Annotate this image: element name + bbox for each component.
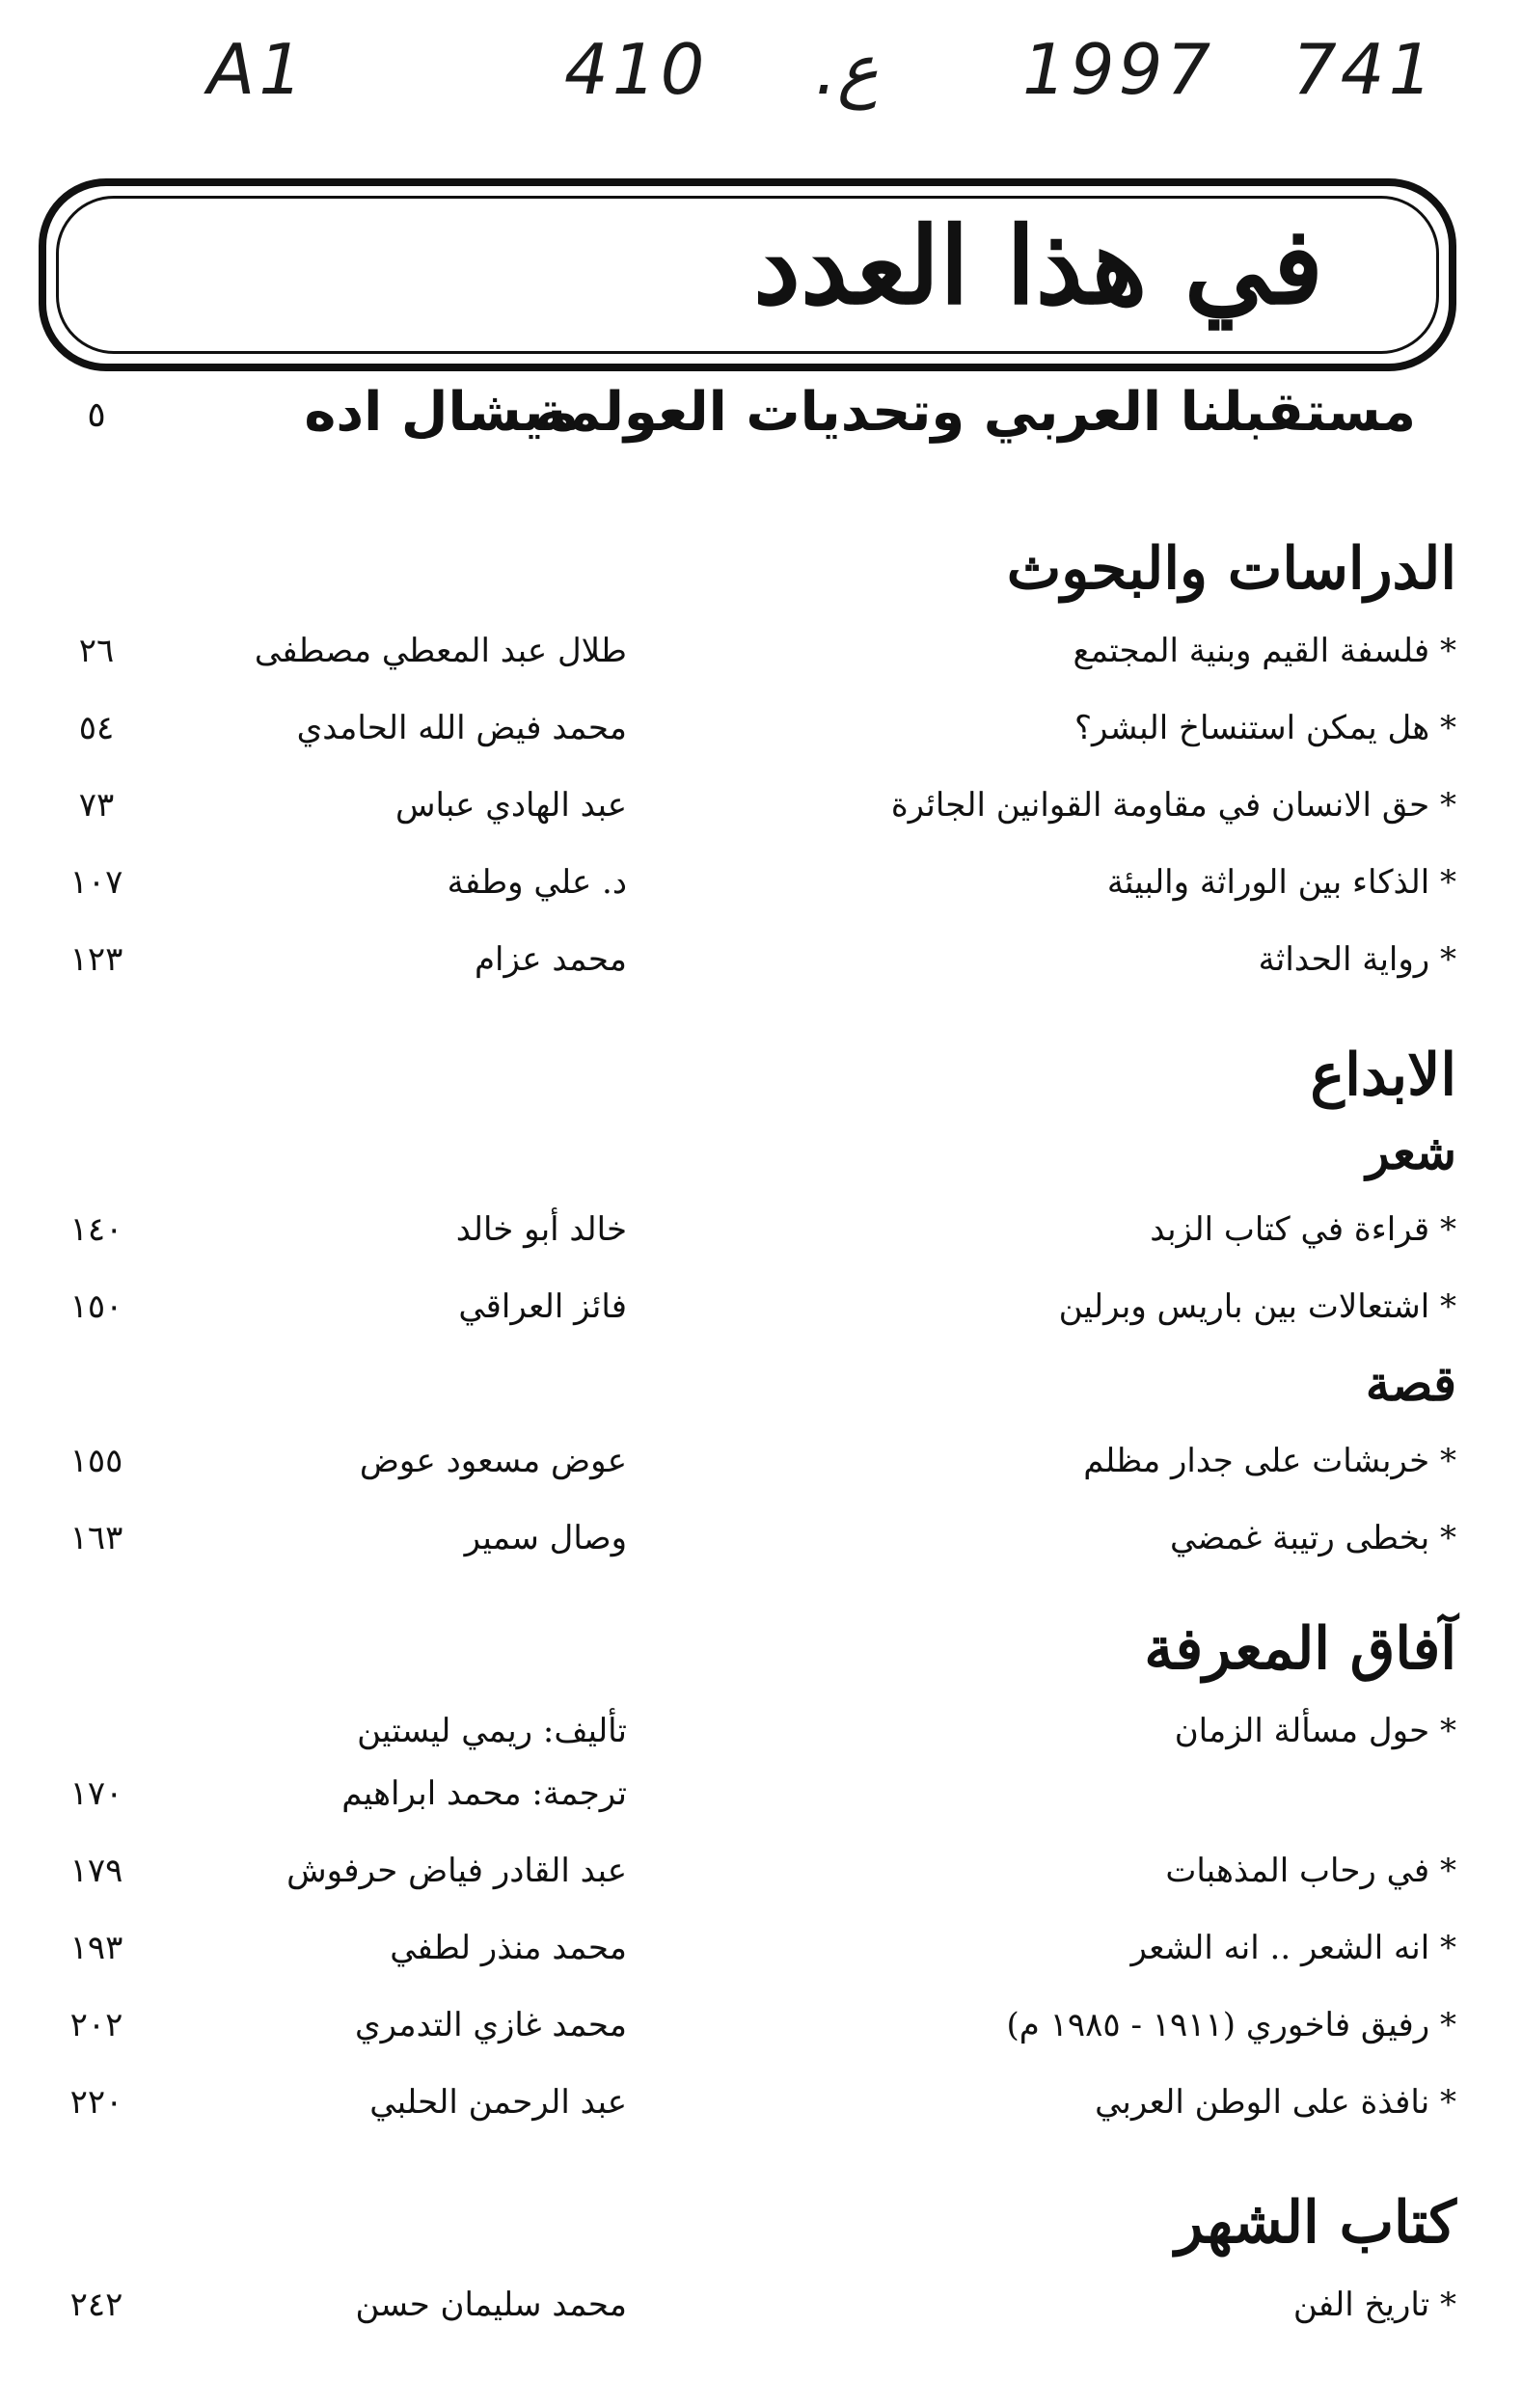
entry-page: ٢٠٢ <box>69 2006 123 2044</box>
entry-title: * رفيق فاخوري (١٩١١ - ١٩٨٥ م) <box>1006 2006 1456 2044</box>
entry-author: وصال سمير <box>464 1519 627 1557</box>
toc-entry[interactable] <box>0 1519 1522 1567</box>
entry-title: * في رحاب المذهبات <box>1165 1852 1456 1890</box>
banner-title: في هذا العدد <box>752 203 1323 328</box>
toc-entry[interactable] <box>0 786 1522 834</box>
entry-author: عبد القادر فياض حرفوش <box>286 1852 627 1890</box>
entry-title: * بخطى رتيبة غمضي <box>1170 1519 1456 1557</box>
entry-page: ١٢٣ <box>69 940 123 979</box>
lead-article-title: مستقبلنا العربي وتحديات العولمة <box>534 381 1416 444</box>
entry-author: د. علي وطفة <box>447 863 627 902</box>
entry-page: ١٥٠ <box>69 1287 123 1326</box>
entry-title: * هل يمكن استنساخ البشر؟ <box>1074 709 1456 747</box>
entry-author: محمد فيض الله الحامدي <box>296 709 627 747</box>
entry-page: ٢٤٢ <box>69 2286 123 2324</box>
entry-author: طلال عبد المعطي مصطفى <box>254 632 627 670</box>
entry-title: * فلسفة القيم وبنية المجتمع <box>1073 632 1456 670</box>
entry-page: ١٤٠ <box>69 1210 123 1249</box>
entry-author: محمد غازي التدمري <box>355 2006 627 2044</box>
entry-title: * حول مسألة الزمان <box>1174 1712 1456 1750</box>
entry-author: عوض مسعود عوض <box>359 1442 627 1480</box>
entry-author: تأليف: ريمي ليستين <box>357 1712 627 1750</box>
lead-article-author: ميشال اده <box>304 381 579 444</box>
section-heading-book: كتاب الشهر <box>1175 2189 1456 2257</box>
entry-author: محمد سليمان حسن <box>355 2286 627 2324</box>
entry-title: * اشتعالات بين باريس وبرلين <box>1058 1287 1456 1326</box>
entry-page: ٢٢٠ <box>69 2083 123 2122</box>
handwritten-note-part3: .ع <box>815 29 879 110</box>
toc-entry[interactable] <box>0 1774 1522 1823</box>
header-banner <box>39 178 1456 371</box>
entry-title: * نافذة على الوطن العربي <box>1095 2083 1456 2122</box>
toc-entry[interactable] <box>0 632 1522 680</box>
entry-title: * رواية الحداثة <box>1258 940 1456 979</box>
toc-entry[interactable] <box>0 1852 1522 1900</box>
entry-author: عبد الهادي عباس <box>394 786 627 825</box>
handwritten-note-part1: A1 <box>207 29 308 110</box>
entry-page: ١٠٧ <box>69 863 123 902</box>
toc-entry[interactable] <box>0 1712 1522 1760</box>
handwritten-note-part4: 1997 <box>1022 29 1215 110</box>
entry-author: محمد عزام <box>474 940 627 979</box>
entry-page: ٢٦ <box>78 632 115 670</box>
toc-entry[interactable] <box>0 2006 1522 2054</box>
entry-page: ١٧٩ <box>69 1852 123 1890</box>
toc-entry[interactable] <box>0 1442 1522 1490</box>
section-heading-creativity: الابداع <box>1310 1042 1456 1109</box>
toc-entry[interactable] <box>0 1287 1522 1336</box>
toc-entry[interactable] <box>0 2083 1522 2131</box>
entry-page: ١٧٠ <box>69 1774 123 1813</box>
entry-title: * خربشات على جدار مظلم <box>1083 1442 1456 1480</box>
toc-entry[interactable] <box>0 2286 1522 2334</box>
entry-author: عبد الرحمن الحلبي <box>369 2083 627 2122</box>
section-heading-horizons: آفاق المعرفة <box>1144 1615 1456 1683</box>
entry-author: محمد منذر لطفي <box>390 1929 627 1967</box>
entry-author: فائز العراقي <box>458 1287 627 1326</box>
handwritten-note-part2: 410 <box>564 29 709 110</box>
toc-entry[interactable] <box>0 1210 1522 1258</box>
toc-entry[interactable] <box>0 863 1522 911</box>
entry-title: * تاريخ الفن <box>1292 2286 1456 2324</box>
entry-page: ٧٣ <box>78 786 115 825</box>
toc-entry[interactable] <box>0 709 1522 757</box>
handwritten-note-part5: 741 <box>1292 29 1437 110</box>
entry-title: * حق الانسان في مقاومة القوانين الجائرة <box>890 786 1456 825</box>
entry-author: ترجمة: محمد ابراهيم <box>341 1774 627 1813</box>
toc-entry[interactable] <box>0 1929 1522 1977</box>
entry-title: * الذكاء بين الوراثة والبيئة <box>1106 863 1456 902</box>
entry-page: ١٥٥ <box>69 1442 123 1480</box>
entry-page: ٥٤ <box>78 709 115 747</box>
entry-author: خالد أبو خالد <box>455 1210 627 1249</box>
entry-page: ١٩٣ <box>69 1929 123 1967</box>
lead-article-page: ٥ <box>87 395 106 435</box>
entry-title: * انه الشعر .. انه الشعر <box>1130 1929 1456 1967</box>
toc-entry[interactable] <box>0 940 1522 988</box>
section-heading-studies: الدراسات والبحوث <box>1006 535 1456 603</box>
entry-title: * قراءة في كتاب الزبد <box>1150 1210 1456 1249</box>
entry-page: ١٦٣ <box>69 1519 123 1557</box>
subsection-heading-poetry: شعر <box>1366 1123 1456 1180</box>
subsection-heading-story: قصة <box>1365 1355 1456 1412</box>
